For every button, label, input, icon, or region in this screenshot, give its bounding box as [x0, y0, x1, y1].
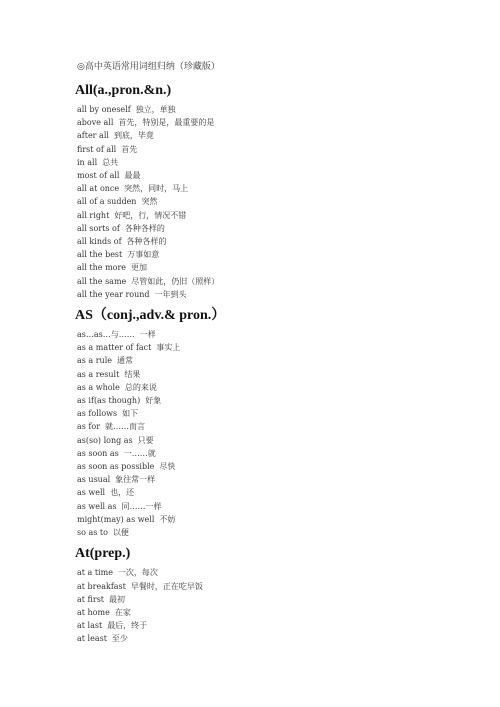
- phrase-entry: [77, 209, 477, 222]
- chinese-meaning: 各种各样的: [126, 237, 167, 247]
- chinese-meaning: 好吧，行，情况不错: [114, 210, 187, 220]
- english-phrase: as a rule: [77, 356, 112, 366]
- phrase-entry: [77, 328, 477, 341]
- english-phrase: at home: [77, 607, 110, 617]
- english-phrase: as usual: [77, 475, 111, 485]
- chinese-meaning: 最最: [124, 171, 141, 181]
- english-phrase: so as to: [77, 528, 108, 538]
- english-phrase: as soon as possible: [77, 462, 155, 472]
- chinese-meaning: 各种各样的: [124, 223, 165, 233]
- phrase-entry: [77, 619, 477, 632]
- chinese-meaning: 至少: [111, 634, 128, 644]
- phrase-list: [77, 103, 477, 301]
- phrase-entry: [77, 261, 477, 274]
- english-phrase: as well as: [77, 501, 117, 511]
- english-phrase: at last: [77, 621, 103, 631]
- phrase-entry: [77, 420, 477, 433]
- chinese-meaning: 尽快: [159, 462, 176, 472]
- english-phrase: at first: [77, 594, 105, 604]
- english-phrase: all the more: [77, 263, 127, 273]
- section-heading: All(a.,pron.&n.): [75, 83, 172, 98]
- section-as: [77, 307, 477, 539]
- section-heading: AS（conj.,adv.& pron.）: [75, 308, 226, 324]
- chinese-meaning: 通常: [117, 356, 133, 366]
- chinese-meaning: 最后，终于: [107, 621, 148, 631]
- phrase-entry: [77, 116, 477, 129]
- phrase-entry: [77, 486, 477, 499]
- chinese-meaning: 早餐时，正在吃早饭: [130, 581, 203, 591]
- english-phrase: as follows: [77, 409, 118, 419]
- section-at: [77, 545, 477, 645]
- english-phrase: all kinds of: [77, 237, 122, 247]
- english-phrase: as if(as though): [77, 396, 141, 406]
- phrase-entry: [77, 222, 477, 235]
- english-phrase: all the best: [77, 250, 123, 260]
- phrase-entry: [77, 593, 477, 606]
- english-phrase: as(so) long as: [77, 435, 133, 445]
- phrase-entry: [77, 526, 477, 539]
- english-phrase: all right: [77, 210, 110, 220]
- english-phrase: at least: [77, 634, 107, 644]
- phrase-list: [77, 328, 477, 539]
- chinese-meaning: 总的来说: [124, 382, 157, 392]
- chinese-meaning: 一年到头: [154, 289, 187, 299]
- english-phrase: all the same: [77, 276, 127, 286]
- document-title: ◎高中英语常用词组归纳（珍藏版）: [77, 62, 220, 72]
- phrase-entry: [77, 606, 477, 619]
- phrase-entry: [77, 460, 477, 473]
- chinese-meaning: 最初: [109, 594, 126, 604]
- english-phrase: as for: [77, 422, 101, 432]
- phrase-entry: [77, 500, 477, 513]
- phrase-entry: [77, 195, 477, 208]
- phrase-entry: [77, 341, 477, 354]
- phrase-entry: [77, 580, 477, 593]
- chinese-meaning: 到底，毕竟: [113, 131, 154, 141]
- chinese-meaning: 同……一样: [121, 501, 162, 511]
- chinese-meaning: 突然，同时，马上: [124, 184, 189, 194]
- english-phrase: as a matter of fact: [77, 343, 152, 353]
- document-page: [77, 60, 477, 652]
- chinese-meaning: 只要: [137, 435, 154, 445]
- chinese-meaning: 好象: [145, 396, 162, 406]
- english-phrase: as soon as: [77, 448, 119, 458]
- chinese-meaning: 就……而言: [105, 422, 146, 432]
- phrase-entry: [77, 566, 477, 579]
- chinese-meaning: 在家: [114, 607, 131, 617]
- phrase-list: [77, 566, 477, 645]
- phrase-entry: [77, 275, 477, 288]
- chinese-meaning: 一……就: [123, 448, 156, 458]
- phrase-entry: [77, 394, 477, 407]
- phrase-entry: [77, 143, 477, 156]
- english-phrase: above all: [77, 118, 114, 128]
- phrase-entry: [77, 473, 477, 486]
- english-phrase: at breakfast: [77, 581, 126, 591]
- phrase-entry: [77, 169, 477, 182]
- chinese-meaning: 如下: [122, 409, 139, 419]
- chinese-meaning: 不妨: [159, 514, 176, 524]
- phrase-entry: [77, 513, 477, 526]
- phrase-entry: [77, 368, 477, 381]
- phrase-entry: [77, 447, 477, 460]
- section-heading: At(prep.): [75, 546, 131, 562]
- english-phrase: as…as…与……: [77, 330, 135, 340]
- chinese-meaning: 一次，每次: [117, 568, 158, 578]
- english-phrase: all by oneself: [77, 105, 131, 114]
- chinese-meaning: 事实上: [156, 343, 181, 353]
- english-phrase: as well: [77, 488, 106, 498]
- english-phrase: first of all: [77, 144, 117, 154]
- english-phrase: all sorts of: [77, 223, 120, 233]
- chinese-meaning: 结果: [124, 369, 141, 379]
- phrase-entry: [77, 156, 477, 169]
- english-phrase: as a result: [77, 369, 120, 379]
- english-phrase: at a time: [77, 568, 113, 578]
- english-phrase: in all: [77, 157, 98, 167]
- chinese-meaning: 更加: [131, 263, 148, 273]
- english-phrase: most of all: [77, 171, 120, 181]
- chinese-meaning: 首先，特别是，最重要的是: [118, 118, 215, 128]
- chinese-meaning: 一样: [139, 330, 156, 340]
- phrase-entry: [77, 129, 477, 142]
- phrase-entry: [77, 103, 477, 116]
- phrase-entry: [77, 235, 477, 248]
- phrase-entry: [77, 632, 477, 645]
- english-phrase: after all: [77, 131, 109, 141]
- english-phrase: all the year round: [77, 289, 150, 299]
- phrase-entry: [77, 407, 477, 420]
- phrase-entry: [77, 182, 477, 195]
- english-phrase: all of a sudden: [77, 197, 137, 207]
- phrase-entry: [77, 434, 477, 447]
- chinese-meaning: 象往常一样: [115, 475, 156, 485]
- chinese-meaning: 首先: [121, 144, 138, 154]
- phrase-entry: [77, 248, 477, 261]
- chinese-meaning: 以便: [112, 528, 129, 538]
- chinese-meaning: 总共: [102, 157, 119, 167]
- chinese-meaning: 突然: [141, 197, 158, 207]
- chinese-meaning: 尽管如此，仍旧（照样）: [131, 276, 220, 286]
- phrase-entry: [77, 381, 477, 394]
- section-all: [77, 82, 477, 301]
- chinese-meaning: 也，还: [110, 488, 135, 498]
- english-phrase: might(may) as well: [77, 514, 155, 524]
- chinese-meaning: 独立，单独: [135, 105, 176, 114]
- english-phrase: all at once: [77, 184, 120, 194]
- english-phrase: as a whole: [77, 382, 120, 392]
- chinese-meaning: 万事如意: [127, 250, 160, 260]
- phrase-entry: [77, 354, 477, 367]
- phrase-entry: [77, 288, 477, 301]
